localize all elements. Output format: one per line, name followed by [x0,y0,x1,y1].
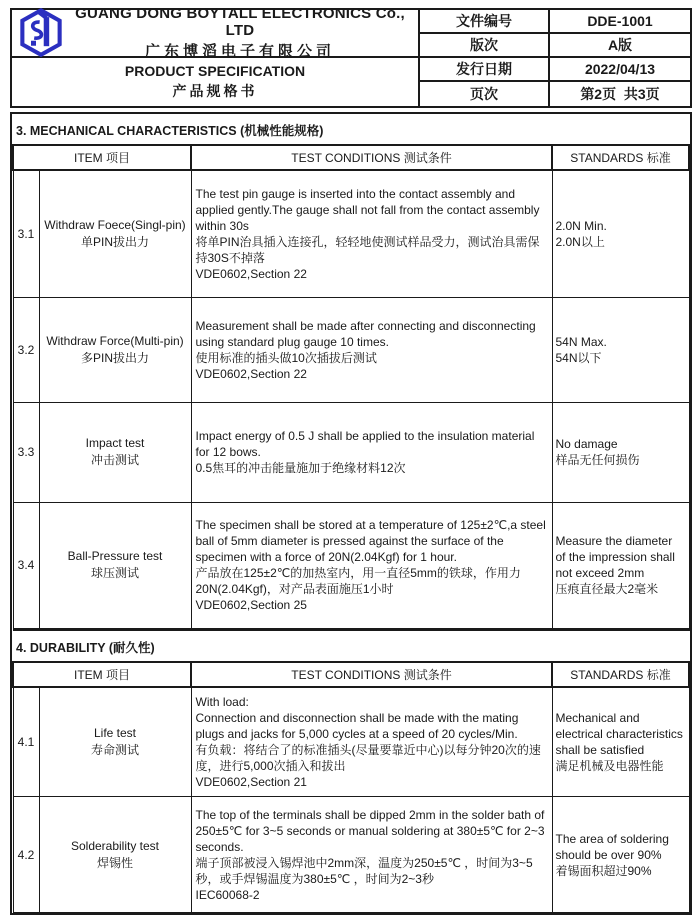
mechanical-characteristics-table [12,144,690,631]
condition-line: Connection and disconnection shall be made with the mating plugs and jacks for 5,000 cycles at a speed of 20 cycles/Min. [195,710,519,741]
standard-line: 54N以下 [555,350,602,365]
row-number: 3.3 [13,402,39,502]
item-name-en: Solderability test [70,838,160,853]
item-cell [39,170,191,297]
section-title-durability: 4. DURABILITY (耐久性) [16,640,155,655]
doc-title-cell [12,58,420,106]
company-names [66,5,414,61]
row-number: 3.2 [13,297,39,402]
condition-line: VDE0602,Section 22 [195,366,307,381]
item-cell [39,502,191,629]
table-header-row [13,145,689,170]
condition-line: 使用标准的插头做10次插拔后测试 [195,350,377,365]
column-header-conditions: TEST CONDITIONS 测试条件 [191,662,552,687]
table-row [13,687,689,797]
column-header-standards: STANDARDS 标准 [552,145,689,170]
condition-line: Impact energy of 0.5 J shall be applied to the insulation material for 12 bows. [195,429,535,459]
standard-line: Measure the diameter of the impression shall not exceed 2mm [555,534,675,580]
standard-line: 着锡面积超过90% [555,863,652,878]
row-number: 4.1 [13,687,39,797]
table-row [13,297,689,402]
standard-line: The area of soldering should be over 90% [555,831,669,862]
table-row [13,502,689,629]
field-value-revision: A版 [550,34,690,58]
company-logo [16,8,66,58]
row-number: 3.4 [13,502,39,629]
standard-line: 压痕直径最大2毫米 [555,582,659,596]
item-name-cn: 寿命测试 [90,742,139,757]
doc-title-cn: 产品规格书 [172,83,258,99]
hexagon-cube-icon [18,8,64,58]
item-name-cn: 单PIN拔出力 [80,234,149,249]
spec-body [10,112,692,915]
table-row [13,402,689,502]
standards-cell [552,687,689,797]
test-conditions-cell [191,170,552,297]
standards-cell [552,297,689,402]
field-label-doc-number: 文件编号 [420,10,550,34]
column-header-conditions: TEST CONDITIONS 测试条件 [191,145,552,170]
item-cell [39,402,191,502]
row-number: 3.1 [13,170,39,297]
standards-cell [552,402,689,502]
durability-table [12,661,690,914]
standards-cell [552,502,689,629]
company-cell [12,5,420,60]
item-cell [39,797,191,913]
condition-line: VDE0602,Section 22 [195,266,307,281]
item-name-en: Withdraw Foece(Singl-pin) [44,217,186,232]
test-conditions-cell [191,402,552,502]
field-value-doc-number: DDE-1001 [550,10,690,34]
standards-cell [552,170,689,297]
condition-line: 有负载：将结合了的标准插头(尽量要靠近中心)以每分钟20次的速度，进行5,000次插入和拔出 [195,742,541,773]
condition-line: The top of the terminals shall be dipped 2mm in the solder bath of 250±5℃ for 3~5 seconds or manual soldering at 380±5℃ for 2~3 seconds. [195,807,545,854]
standard-line: 54N Max. [555,334,607,349]
item-name-cn: 多PIN拔出力 [80,350,149,365]
test-conditions-cell [191,297,552,402]
item-name-cn: 焊锡性 [96,855,133,870]
item-cell [39,297,191,402]
field-value-page: 第2页 共3页 [580,86,660,102]
standard-line: Mechanical and electrical characteristics shall be satisfied [555,710,683,757]
condition-line: The specimen shall be stored at a temperature of 125±2℃,a steel ball of 5mm diameter is pressed against the surface of the specimen with a force of 20N(2.04Kgf) for 1 hour. [195,518,546,564]
item-name-en: Impact test [85,436,145,450]
section-title-mechanical: 3. MECHANICAL CHARACTERISTICS (机械性能规格) [16,124,324,138]
item-name-en: Ball-Pressure test [67,549,163,563]
table-header-row [13,662,689,687]
doc-title-en: PRODUCT SPECIFICATION [124,63,306,79]
standard-line: 2.0N Min. [555,218,607,233]
item-name-cn: 球压测试 [90,566,139,580]
condition-line: The test pin gauge is inserted into the contact assembly and applied gently.The gauge shall not fall from the contact assembly within 30s [195,186,540,233]
company-name-cn: 广东博滔电子有限公司 [144,43,335,60]
condition-line: IEC60068-2 [195,887,260,902]
condition-line: 产品放在125±2℃的加热室内，用一直径5mm的铁球，作用力20N(2.04Kgf)，对产品表面施压1小时 [195,566,521,596]
item-name-en: Withdraw Force(Multi-pin) [46,333,184,348]
standard-line: 满足机械及电器性能 [555,758,664,773]
condition-line: 端子顶部被浸入锡焊池中2mm深，温度为250±5℃ ，时间为3~5秒，或手焊锡温度为380±5℃ ，时间为2~3秒 [195,855,533,886]
field-label-page: 页次 [420,82,550,106]
test-conditions-cell [191,502,552,629]
condition-line: VDE0602,Section 25 [195,598,307,612]
field-label-issue-date: 发行日期 [420,58,550,82]
table-row [13,797,689,913]
condition-line: With load: [195,694,249,709]
column-header-item: ITEM 项目 [13,145,191,170]
document-header [10,5,692,108]
standards-cell [552,797,689,913]
item-cell [39,687,191,797]
test-conditions-cell [191,687,552,797]
column-header-standards: STANDARDS 标准 [552,662,689,687]
item-name-cn: 冲击测试 [90,453,139,467]
condition-line: 0.5焦耳的冲击能量施加于绝缘材料12次 [195,461,406,475]
column-header-item: ITEM 项目 [13,662,191,687]
standard-line: No damage [555,437,618,451]
item-name-en: Life test [93,725,137,740]
field-label-revision: 版次 [420,34,550,58]
row-number: 4.2 [13,797,39,913]
standard-line: 2.0N以上 [555,234,605,249]
condition-line: Measurement shall be made after connecting and disconnecting using standard plug gauge 10 times. [195,318,536,349]
condition-line: 将单PIN治具插入连接孔，轻轻地使测试样品受力，测试治具需保持30S不掉落 [195,234,540,265]
condition-line: VDE0602,Section 21 [195,774,307,789]
table-row [13,170,689,297]
standard-line: 样品无任何损伤 [555,453,640,467]
field-value-issue-date: 2022/04/13 [550,58,690,82]
company-name-en: GUANG DONG BOYTALL ELECTRONICS Co., LTD [75,5,405,39]
test-conditions-cell [191,797,552,913]
